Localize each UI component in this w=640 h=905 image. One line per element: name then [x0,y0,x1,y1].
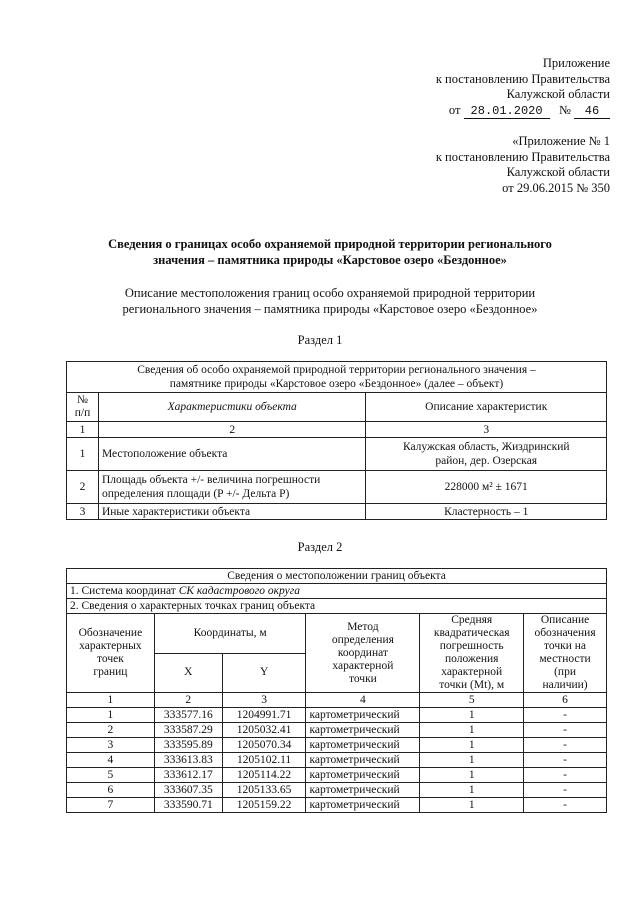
section1-label: Раздел 1 [297,333,343,347]
table-cell: Местоположение объекта [98,438,366,471]
table-cell: 333612.17 [154,768,222,783]
table-row [67,599,607,614]
decree-date: 28.01.2020 [464,105,550,119]
col-method-l3: координат [337,646,388,659]
section2-table [66,568,607,813]
table-cell: картометрический [306,768,420,783]
col-method-l4: характерной [332,659,394,672]
table-cell: 6 [524,693,607,708]
col-point-l3: точек [97,653,124,665]
table-cell: 4 [67,753,155,768]
col-error-l3: погрешность [439,640,504,652]
number-prefix: № [558,102,571,117]
table-row [67,768,607,783]
table-cell: 228000 м² ± 1671 [366,471,607,504]
col-method-header [306,614,420,693]
table-row [67,422,607,438]
col-method-l2: определения [331,633,394,646]
table-row [67,438,607,471]
section1-header [67,362,607,393]
table-cell: 1 [420,738,524,753]
col-desc-l3: точки на [544,640,587,652]
table-cell: - [524,753,607,768]
location-line1: Калужская область, Жиздринский [402,441,570,453]
table-cell: 333613.83 [154,753,222,768]
table-row [67,783,607,798]
table-cell: 333577.16 [154,708,222,723]
col-description-header: Описание характеристик [366,393,607,422]
col-error-l2: квадратическая [433,627,510,639]
table-row [67,738,607,753]
table-cell: картометрический [306,798,420,813]
table-cell: 3 [222,693,306,708]
previous-appendix-block [436,134,610,196]
table-cell: 1 [420,708,524,723]
table-row [67,569,607,584]
area-line1: Площадь объекта +/- величина погрешности [101,474,321,486]
col-method-l1: Метод [347,620,379,633]
table-cell: 333607.35 [154,783,222,798]
table-cell: 7 [67,798,155,813]
area-line2: определения площади (P +/- Дельта P) [101,488,290,500]
table-cell: 1 [67,438,99,471]
section2-label: Раздел 2 [297,540,343,554]
appendix-block [436,56,610,119]
table-row [67,584,607,599]
prev-appendix-line2: к постановлению Правительства [435,149,610,164]
table-cell: картометрический [306,753,420,768]
table-cell: 1 [67,693,155,708]
coordinate-system-row [67,584,607,599]
appendix-line2: к постановлению Правительства [435,71,610,86]
col-desc-l1: Описание [540,614,590,626]
table-cell: 1 [67,422,99,438]
appendix-line3: Калужской области [506,87,610,101]
table-row [67,708,607,723]
coordinate-system-value: СК кадастрового округа [178,584,300,597]
table-row [67,798,607,813]
prev-appendix-line4: от 29.06.2015 № 350 [502,180,610,195]
document-subtitle [60,286,600,317]
table-row [67,753,607,768]
table-cell: - [524,708,607,723]
table-cell: картометрический [306,708,420,723]
table-cell: 6 [67,783,155,798]
table-cell: картометрический [306,738,420,753]
col-y-header: Y [222,653,306,693]
table-cell: 1205032.41 [222,723,306,738]
table-row [67,393,607,422]
table-row [67,723,607,738]
subtitle-line2: регионального значения – памятника природы «Карстовое озеро «Бездонное» [122,301,538,316]
table-cell: - [524,783,607,798]
appendix-line1: Приложение [542,56,610,70]
table-cell: 1205102.11 [222,753,306,768]
table-cell: 333587.29 [154,723,222,738]
prev-appendix-line1: «Приложение № 1 [512,134,610,148]
table-cell: картометрический [306,783,420,798]
table-cell: 1 [67,708,155,723]
table-cell: 333590.71 [154,798,222,813]
appendix-date-line [436,103,610,119]
table-cell: 1 [420,783,524,798]
table-cell: 2 [98,422,366,438]
table-cell: 3 [366,422,607,438]
col-characteristics-header: Характеристики объекта [98,393,366,422]
table-row [67,362,607,393]
col-point-l1: Обозначение [78,627,143,639]
col-desc-header [524,614,607,693]
table-cell: 1205070.34 [222,738,306,753]
col-point-header [67,614,155,693]
table-cell: 5 [67,768,155,783]
table-cell: 1204991.71 [222,708,306,723]
table-cell: 333595.89 [154,738,222,753]
document-title [60,237,600,268]
table-cell: - [524,798,607,813]
table-cell: картометрический [306,723,420,738]
table-cell: 2 [154,693,222,708]
col-error-l4: положения [444,653,499,665]
table-cell: - [524,723,607,738]
col-desc-l5: (при [554,666,576,678]
section2-header: Сведения о местоположении границ объекта [67,569,607,584]
section1-table [66,361,607,520]
col-coords-header: Координаты, м [154,614,306,654]
prev-appendix-line3: Калужской области [506,165,610,179]
table-cell [98,471,366,504]
col-desc-l2: обозначения [534,627,596,639]
date-prefix: от [448,102,461,117]
coordinate-system-label: 1. Система координат [70,584,179,597]
col-error-l5: характерной [441,666,503,678]
title-line2: значения – памятника природы «Карстовое озеро «Бездонное» [153,252,507,267]
col-point-l4: границ [93,666,128,678]
table-cell: 1205114.22 [222,768,306,783]
points-info-row: 2. Сведения о характерных точках границ объекта [67,599,607,614]
decree-number: 46 [574,105,610,119]
table-row [67,614,607,654]
table-row [67,693,607,708]
table-cell: 3 [67,738,155,753]
table-cell: 1 [420,768,524,783]
table-cell: 1 [420,723,524,738]
col-desc-l4: местности [539,653,591,665]
table-cell: 2 [67,723,155,738]
table-cell: 1 [420,798,524,813]
table-cell: 5 [420,693,524,708]
col-number-header [67,393,99,422]
col-error-header [420,614,524,693]
table-cell [366,438,607,471]
section1-header-line2: памятнике природы «Карстовое озеро «Бездонное» (далее – объект) [169,378,504,390]
table-row [67,471,607,504]
col-desc-l6: наличии) [542,679,588,691]
col-number-header-l2: п/п [74,407,91,419]
table-cell: Кластерность – 1 [366,504,607,520]
table-cell: 4 [306,693,420,708]
table-cell: 1205159.22 [222,798,306,813]
col-number-header-l1: № [76,394,88,406]
table-cell: 2 [67,471,99,504]
col-point-l2: характерных [79,640,142,652]
subtitle-line1: Описание местоположения границ особо охраняемой природной территории [124,286,536,300]
table-cell: - [524,768,607,783]
table-row [67,504,607,520]
table-cell: 1 [420,753,524,768]
table-cell: 1205133.65 [222,783,306,798]
section1-header-line1: Сведения об особо охраняемой природной территории регионального значения – [137,364,536,376]
table-cell: 3 [67,504,99,520]
table-cell: - [524,738,607,753]
col-error-l1: Средняя [451,614,493,626]
col-method-l5: точки [348,672,377,685]
table-cell: Иные характеристики объекта [98,504,366,520]
col-error-l6: точки (Mt), м [439,679,505,691]
col-x-header: X [154,653,222,693]
location-line2: район, дер. Озерская [435,455,538,467]
title-line1: Сведения о границах особо охраняемой природной территории регионального [108,237,552,251]
